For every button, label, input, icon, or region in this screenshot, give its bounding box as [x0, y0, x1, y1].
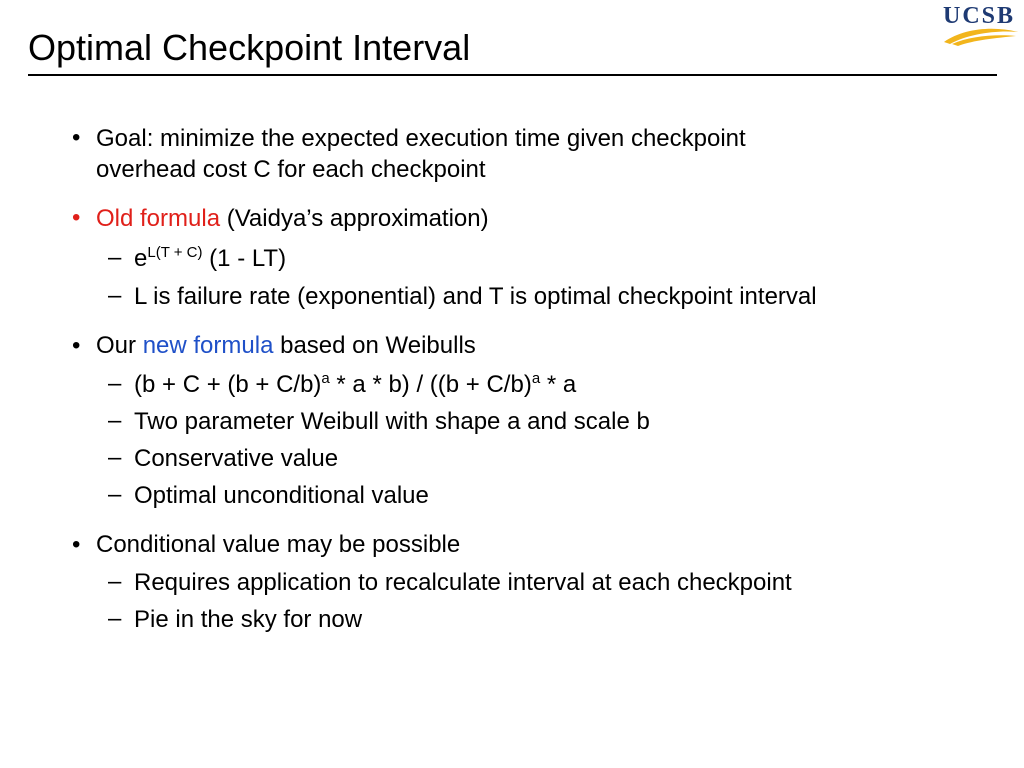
formula-rest: (1 - LT)	[202, 245, 287, 272]
new-formula-prefix: Our	[96, 332, 143, 359]
new-formula-highlight: new formula	[142, 332, 274, 359]
conditional-item: Conditional value may be possible	[96, 531, 461, 558]
conservative-value: Conservative value	[134, 445, 339, 472]
goal-line-1: Goal: minimize the expected execution time given checkpoint	[96, 125, 746, 152]
new-formula-expression	[134, 369, 576, 401]
dash-icon: –	[108, 568, 122, 595]
formula-part: (b + C + (b + C/b)	[134, 371, 322, 398]
goal-line-2: overhead cost C for each checkpoint	[96, 156, 486, 183]
old-formula-description: L is failure rate (exponential) and T is optimal checkpoint interval	[134, 283, 817, 310]
old-formula-highlight: Old formula	[96, 205, 221, 232]
weibull-description: Two parameter Weibull with shape a and scale b	[134, 408, 650, 435]
dash-icon: –	[108, 244, 122, 271]
conditional-requirement: Requires application to recalculate interval at each checkpoint	[134, 569, 792, 596]
dash-icon: –	[108, 282, 122, 309]
logo-text: UCSB	[942, 3, 1016, 29]
slide-title: Optimal Checkpoint Interval	[28, 27, 471, 68]
dash-icon: –	[108, 370, 122, 397]
bullet-dot-icon: •	[72, 332, 81, 359]
formula-base: e	[134, 245, 148, 272]
new-formula-rest: based on Weibulls	[273, 332, 476, 359]
formula-exponent: a	[321, 370, 330, 387]
bullet-dot-icon: •	[72, 204, 81, 231]
conditional-note: Pie in the sky for now	[134, 606, 363, 633]
bullet-dot-icon: •	[72, 531, 81, 558]
formula-part: * a	[540, 371, 577, 398]
formula-exponent: L(T + C)	[147, 244, 203, 261]
old-formula-item	[96, 203, 489, 235]
dash-icon: –	[108, 407, 122, 434]
dash-icon: –	[108, 481, 122, 508]
bullet-dot-icon: •	[72, 124, 81, 151]
old-formula-rest: (Vaidya’s approximation)	[220, 205, 489, 232]
unconditional-value: Optimal unconditional value	[134, 482, 429, 509]
new-formula-item	[96, 330, 476, 362]
dash-icon: –	[108, 605, 122, 632]
formula-exponent: a	[531, 370, 541, 387]
old-formula-expression	[134, 243, 286, 275]
dash-icon: –	[108, 444, 122, 471]
formula-part: * a * b) / ((b + C/b)	[329, 371, 532, 398]
